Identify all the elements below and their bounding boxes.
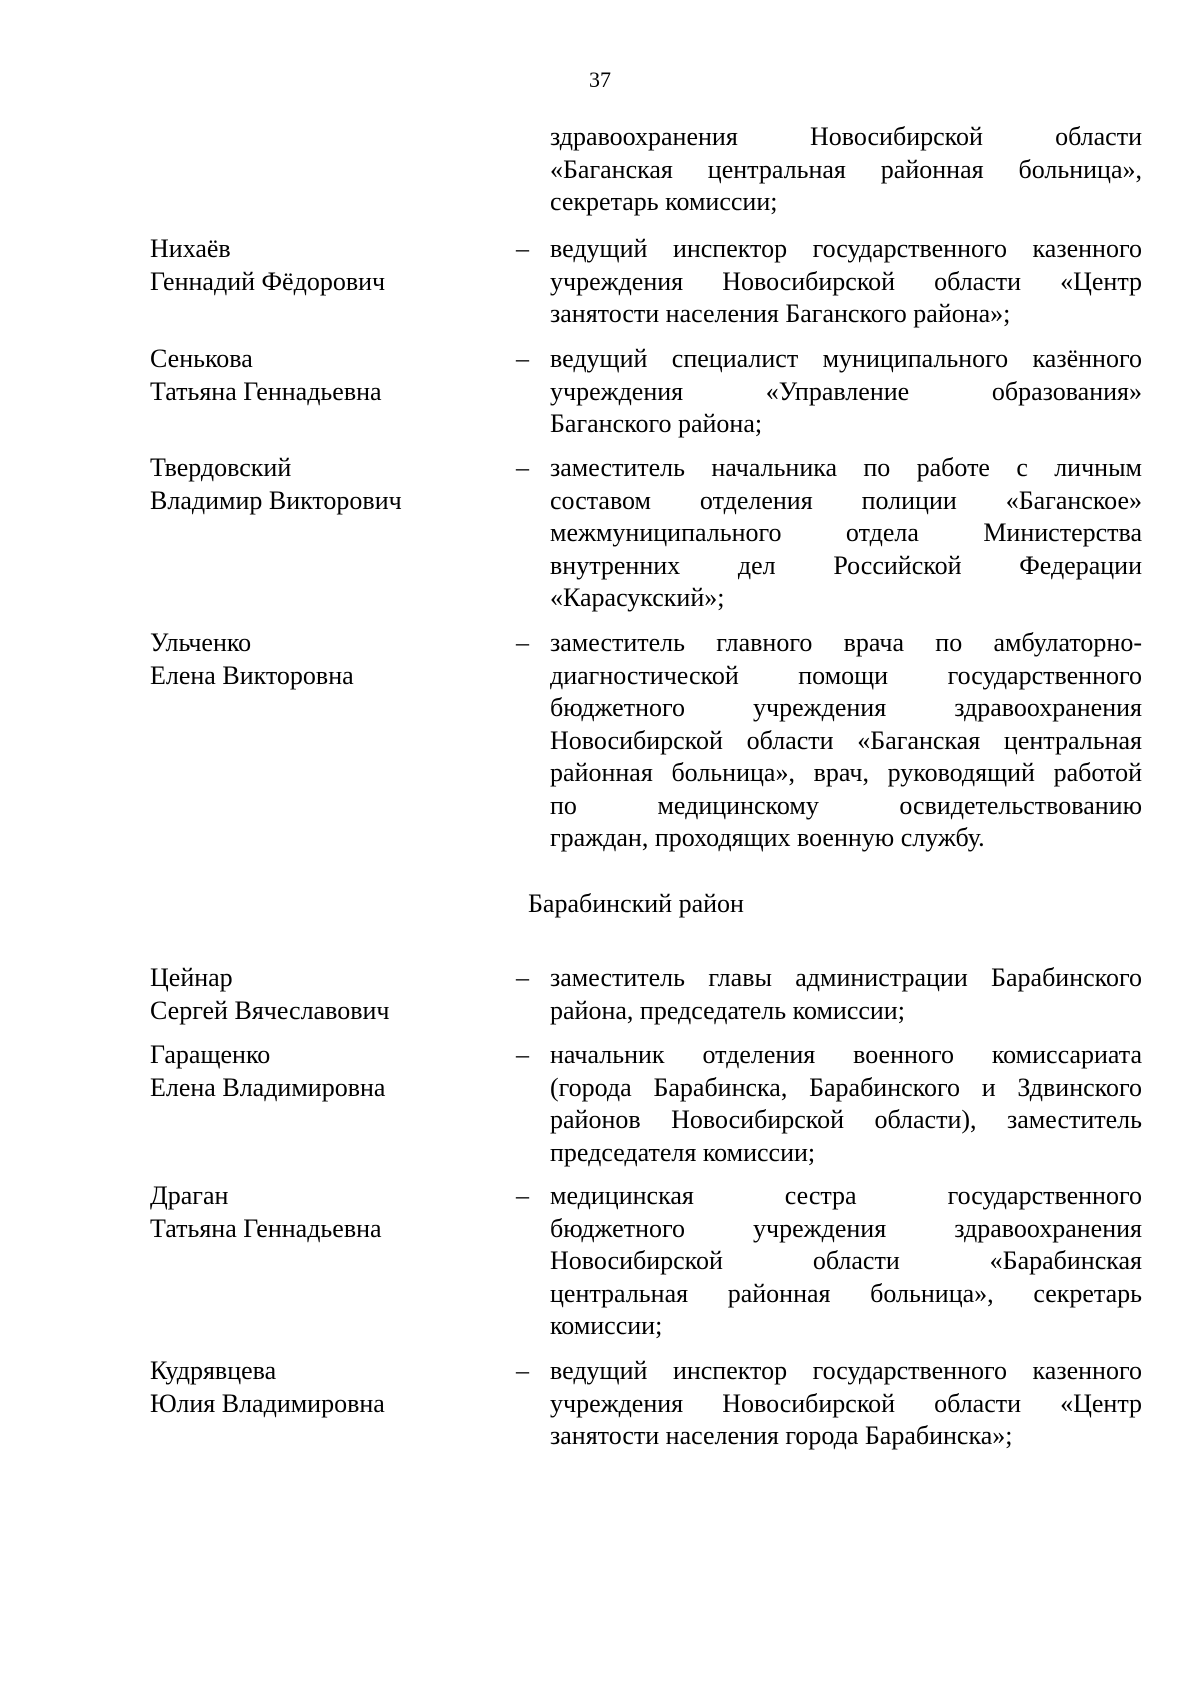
member-description [550,452,1142,615]
description-line: заместитель главы администрации Барабинского [550,963,1142,992]
member-description [550,1180,1142,1343]
description-line: (города Барабинска, Барабинского и Здвинского [550,1072,1142,1102]
member-given-name: Владимир Викторович [150,485,402,515]
description-line: секретарь комиссии; [550,187,778,216]
member-given-name: Татьяна Геннадьевна [150,376,382,406]
member-description [550,627,1142,855]
description-line: заместитель главного врача по амбулаторно- [550,628,1142,657]
member-description [550,233,1142,331]
description-line: по медицинскому освидетельствованию [550,790,1142,820]
member-name [150,962,490,1027]
dash-separator: – [516,344,529,373]
page-number: 37 [589,67,611,92]
dash-separator: – [516,234,529,263]
member-given-name: Геннадий Фёдорович [150,266,386,296]
member-surname: Цейнар [150,963,233,992]
description-line: района, председатель комиссии; [550,995,905,1025]
description-line: занятости населения Баганского района»; [550,299,1011,328]
description-line: занятости населения города Барабинска»; [550,1421,1013,1450]
description-line: граждан, проходящих военную службу. [550,823,985,852]
description-line: ведущий инспектор государственного казенного [550,1356,1142,1385]
description-line: бюджетного учреждения здравоохранения [550,1213,1142,1243]
dash-separator: – [516,628,529,657]
description-line: Новосибирской области «Барабинская [550,1246,1142,1275]
member-description [550,962,1142,1027]
description-line: председателя комиссии; [550,1137,816,1167]
member-name [150,452,490,517]
description-line: здравоохранения Новосибирской области [550,122,1142,151]
dash-separator: – [516,1181,529,1210]
description-line: «Баганская центральная районная больница», [550,154,1142,184]
member-name [150,627,490,692]
member-given-name: Сергей Вячеславович [150,995,390,1025]
member-surname: Сенькова [150,344,253,373]
member-surname: Твердовский [150,453,292,482]
description-line: заместитель начальника по работе с личным [550,453,1142,482]
description-line: составом отделения полиции «Баганское» [550,485,1142,515]
member-name [150,343,490,408]
description-line: Новосибирской области «Баганская центральная [550,725,1142,755]
description-line: бюджетного учреждения здравоохранения [550,693,1142,722]
member-name [150,1039,490,1104]
description-line: межмуниципального отдела Министерства [550,518,1142,547]
member-name [150,1355,490,1420]
dash-separator: – [516,453,529,482]
member-surname: Кудрявцева [150,1356,277,1385]
description-line: ведущий специалист муниципального казённого [550,344,1142,373]
description-line: районная больница», врач, руководящий работой [550,758,1142,787]
description-line: Баганского района; [550,409,763,438]
description-line: учреждения Новосибирской области «Центр [550,266,1142,296]
member-description [550,1039,1142,1169]
continuation-description [550,121,1142,219]
member-description [550,1355,1142,1453]
dash-separator: – [516,963,529,992]
description-line: районов Новосибирской области), заместитель [550,1105,1142,1134]
member-surname: Ульченко [150,628,252,657]
member-given-name: Елена Владимировна [150,1072,386,1102]
section-heading: Барабинский район [528,889,744,918]
description-line: комиссии; [550,1311,663,1340]
description-line: «Карасукский»; [550,583,725,612]
description-line: ведущий инспектор государственного казенного [550,234,1142,263]
description-line: начальник отделения военного комиссариата [550,1040,1142,1069]
description-line: медицинская сестра государственного [550,1181,1142,1210]
member-given-name: Елена Викторовна [150,660,354,690]
description-line: учреждения Новосибирской области «Центр [550,1388,1142,1418]
member-name [150,1180,490,1245]
member-surname: Драган [150,1181,229,1210]
member-name [150,233,490,298]
member-surname: Нихаёв [150,234,231,263]
description-line: внутренних дел Российской Федерации [550,550,1142,580]
description-line: диагностической помощи государственного [550,660,1142,690]
dash-separator: – [516,1356,529,1385]
description-line: центральная районная больница», секретарь [550,1278,1142,1308]
member-surname: Гаращенко [150,1040,271,1069]
member-description [550,343,1142,441]
member-given-name: Юлия Владимировна [150,1388,385,1418]
dash-separator: – [516,1040,529,1069]
description-line: учреждения «Управление образования» [550,376,1142,406]
member-given-name: Татьяна Геннадьевна [150,1213,382,1243]
